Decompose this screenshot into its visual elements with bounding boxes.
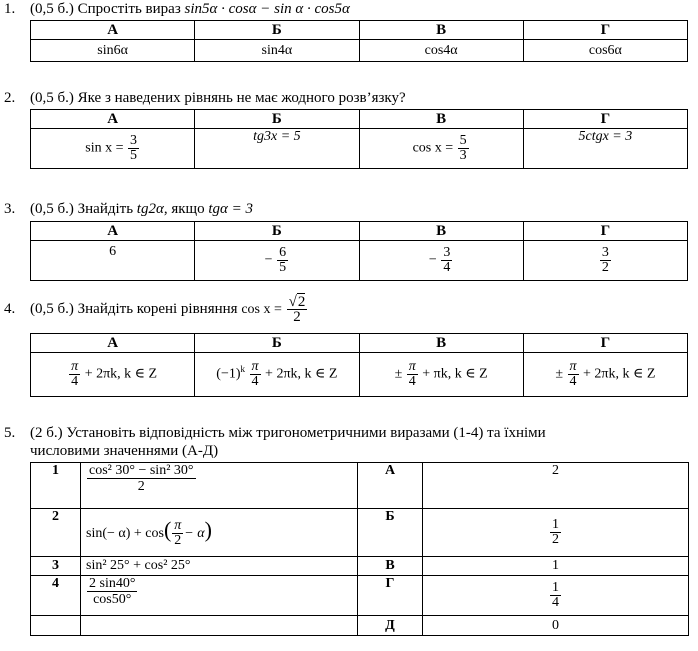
fraction: $\frac{1}{4}$ [552, 580, 559, 610]
question-text: (0,5 б.) Знайдіть корені рівняння [30, 301, 238, 317]
value [423, 509, 689, 557]
question-text-line2: числовими значеннями (А-Д) [30, 443, 219, 459]
find-expression: tg2α [136, 201, 164, 217]
option-header-b: Б [195, 334, 359, 353]
option-a [31, 129, 195, 169]
option-b: sin4α [195, 40, 359, 62]
fraction: $\frac{\pi}{4}$ [408, 359, 416, 389]
question-text: (0,5 б.) Знайдіть [30, 201, 134, 217]
option-b: $(-1)^k$ $\frac{\pi}{4}$ + 2πk, k ∈ Z [195, 353, 359, 397]
option-header-b: Б [195, 110, 359, 129]
question-number: 5. [4, 425, 16, 441]
question-5 [4, 424, 546, 460]
value-letter: В [358, 557, 423, 576]
option-header-a: А [31, 334, 195, 353]
option-a: sin6α [31, 40, 195, 62]
fraction: $\frac{3}{5}$ [129, 133, 137, 163]
question-number: 3. [4, 201, 16, 217]
option-d [523, 241, 687, 281]
row-number: 1 [31, 463, 81, 509]
fraction: $\frac{3}{2}$ [601, 245, 609, 275]
expression-1 [81, 463, 358, 509]
option-header-d: Г [523, 222, 687, 241]
option-c: ± $\frac{\pi}{4}$ + πk, k ∈ Z [359, 353, 523, 397]
fraction: $\frac{5}{3}$ [459, 133, 467, 163]
q3-answer-table [30, 221, 688, 281]
fraction: $\frac{1}{2}$ [552, 517, 559, 547]
option-c: cos4α [359, 40, 523, 62]
question-2 [4, 89, 406, 107]
option-d: cos6α [523, 40, 687, 62]
option-header-c: В [359, 222, 523, 241]
fraction: $\frac{6}{5}$ [279, 245, 287, 275]
option-b: tg3x = 5 [195, 129, 359, 169]
value [423, 576, 689, 616]
fraction: $\frac{3}{4}$ [443, 245, 451, 275]
question-number: 4. [4, 301, 16, 317]
fraction: $\frac{\pi}{4}$ [251, 359, 259, 389]
value-letter: А [358, 463, 423, 509]
fraction: $\frac{\pi}{4}$ [71, 359, 79, 389]
if-word: , якщо [163, 201, 205, 217]
question-4 [4, 292, 308, 327]
value-letter: Б [358, 509, 423, 557]
q5-matching-table [30, 462, 689, 636]
value-letter: Д [358, 616, 423, 636]
question-number: 2. [4, 90, 16, 106]
fraction: $\frac{2 \sin 40^\circ}{\cos 50^\circ}$ [89, 576, 136, 607]
option-a-lhs: sin x = [85, 140, 124, 156]
q4-answer-table [30, 333, 688, 397]
option-header-a: А [31, 21, 195, 40]
option-header-d: Г [523, 21, 687, 40]
option-header-d: Г [523, 334, 687, 353]
option-header-b: Б [195, 21, 359, 40]
given-expression: tgα = 3 [208, 201, 254, 217]
expression-2: sin(− α) + cos( $\frac{\pi}{2}$ − α) [81, 509, 358, 557]
option-header-b: Б [195, 222, 359, 241]
option-c [359, 129, 523, 169]
row-number: 4 [31, 576, 81, 616]
question-text: (2 б.) Установіть відповідність між тригонометричними виразами (1-4) та їхніми [30, 425, 546, 441]
expression-4 [81, 576, 358, 616]
option-header-d: Г [523, 110, 687, 129]
fraction: $\frac{\pi}{2}$ [174, 518, 182, 549]
row-number: 3 [31, 557, 81, 576]
value: 0 [423, 616, 689, 636]
value: 2 [423, 463, 689, 509]
option-header-a: А [31, 222, 195, 241]
question-text: (0,5 б.) Яке з наведених рівнянь не має жодного розв’язку? [30, 90, 406, 106]
row-number: 2 [31, 509, 81, 557]
equation-lhs: cos x = [241, 302, 282, 317]
option-a: $\frac{\pi}{4}$ + 2πk, k ∈ Z [31, 353, 195, 397]
option-c-lhs: cos x = [412, 140, 454, 156]
question-3 [4, 200, 253, 218]
option-header-c: В [359, 21, 523, 40]
question-text: (0,5 б.) Спростіть вираз [30, 1, 181, 17]
row-number [31, 616, 81, 636]
expression: sin5α · cosα − sin α · cos5α [184, 1, 350, 17]
value: 1 [423, 557, 689, 576]
option-header-a: А [31, 110, 195, 129]
option-header-c: В [359, 110, 523, 129]
option-header-c: В [359, 334, 523, 353]
option-c: − $\frac{3}{4}$ [359, 241, 523, 281]
question-number: 1. [4, 1, 16, 17]
question-1 [4, 0, 350, 18]
option-d: 5ctgx = 3 [523, 129, 687, 169]
q1-answer-table [30, 20, 688, 62]
fraction: $\frac{\pi}{4}$ [569, 359, 577, 389]
fraction: $\frac{√2}{2}$ [288, 294, 306, 326]
fraction: $\frac{\text{cos² 30° − sin² 30°}}{2}$ [89, 463, 194, 494]
expression-3: sin² 25° + cos² 25° [81, 557, 358, 576]
expression-empty [81, 616, 358, 636]
value-letter: Г [358, 576, 423, 616]
q2-answer-table [30, 109, 688, 169]
option-b: − $\frac{6}{5}$ [195, 241, 359, 281]
option-d: ± $\frac{\pi}{4}$ + 2πk, k ∈ Z [523, 353, 687, 397]
option-a: 6 [31, 241, 195, 281]
